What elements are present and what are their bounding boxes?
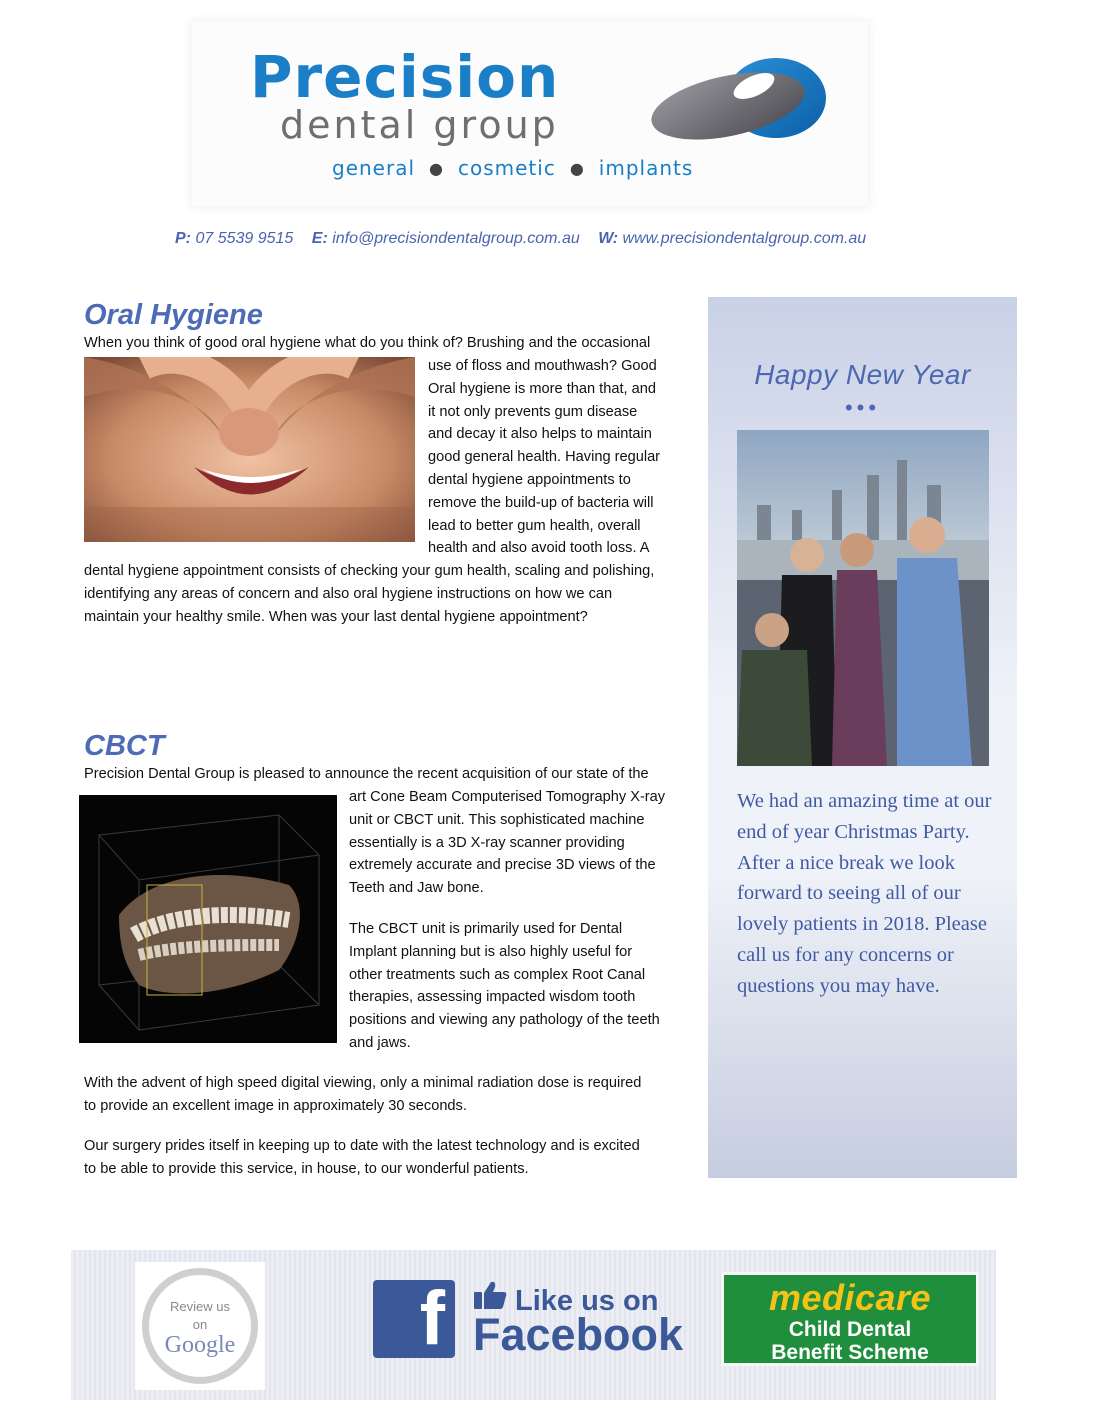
text-line: dental hygiene appointment consists of checking your gum health, scaling and polishing, (84, 563, 655, 579)
phone-label: P: (175, 230, 191, 247)
cbct-heading: CBCT (84, 730, 165, 762)
email-label: E: (311, 230, 328, 247)
text-line: lead to better gum health, overall (428, 517, 641, 534)
text-line: identifying any areas of concern and also oral hygiene instructions on how we can (84, 585, 613, 602)
text-line: Oral hygiene is more than that, and (428, 380, 656, 397)
text-line: therapies, assessing impacted wisdom tooth (349, 989, 636, 1006)
contact-line (175, 230, 866, 248)
google-logo-text: Google (164, 1332, 236, 1358)
cbct-jaw-scan-image (79, 795, 337, 1043)
text-line: it not only prevents gum disease (428, 403, 638, 420)
happy-new-year-heading: Happy New Year (754, 359, 971, 390)
email-link[interactable]: info@precisiondentalgroup.com.au (332, 230, 580, 247)
text-line: and decay it also helps to maintain (428, 426, 652, 443)
text-line: good general health. Having regular (428, 449, 661, 466)
google-review-badge[interactable] (135, 1262, 265, 1390)
text-line: health and also avoid tooth loss. A (428, 540, 650, 557)
google-review-line2: on (192, 1317, 208, 1332)
logo-brand: Precision (250, 43, 560, 111)
website-link[interactable]: www.precisiondentalgroup.com.au (622, 230, 867, 247)
text-line: other treatments such as complex Root Canal (349, 966, 646, 983)
tagline-separator: ● (429, 158, 444, 178)
cbct-text-wrap-2 (349, 918, 679, 1055)
medicare-line2: Child Dental (788, 1318, 912, 1341)
new-year-message: We had an amazing time at our end of year Christmas Party. After a nice break we look forward to seeing all of our lovely patients in 2018. Please call us for any concerns or questions you may have. (737, 790, 992, 997)
facebook-name: Facebook (473, 1309, 684, 1360)
google-review-line1: Review us (170, 1299, 230, 1314)
logo-tagline (332, 156, 693, 180)
text-line: positions and viewing any pathology of the teeth (349, 1012, 660, 1029)
oral-hygiene-text (84, 332, 684, 355)
sidebar-new-year (708, 297, 1017, 1178)
cbct-text-wrap (349, 786, 679, 900)
cbct-paragraph-4 (84, 1135, 684, 1181)
text-line: The CBCT unit is primarily used for Dental (349, 921, 623, 937)
heart-hands-smile-photo (84, 357, 415, 542)
tagline-cosmetic: cosmetic (457, 156, 556, 180)
cbct-paragraph-3 (84, 1072, 684, 1118)
text-line: With the advent of high speed digital viewing, only a minimal radiation dose is required (84, 1075, 642, 1091)
tagline-separator: ● (569, 158, 585, 178)
medicare-logo-text: medicare (768, 1277, 932, 1318)
google-review-ring (142, 1268, 258, 1384)
text-line: Precision Dental Group is pleased to announce the recent acquisition of our state of the (84, 766, 649, 782)
text-line: use of floss and mouthwash? Good (428, 358, 657, 374)
footer-banner (71, 1250, 996, 1400)
logo-subtitle: dental group (280, 103, 559, 147)
text-line: Implant planning but is also highly useful for (349, 943, 633, 960)
text-line: Our surgery prides itself in keeping up to date with the latest technology and is excited (84, 1138, 640, 1154)
text-line: unit or CBCT unit. This sophisticated machine (349, 811, 645, 828)
web-label: W: (598, 230, 619, 247)
medicare-line3: Benefit Scheme (771, 1341, 929, 1364)
text-line: remove the build-up of bacteria will (428, 494, 654, 511)
thumbs-up-icon (473, 1280, 507, 1310)
text-line: maintain your healthy smile. When was your last dental hygiene appointment? (84, 608, 588, 625)
logo (192, 22, 868, 206)
text-line: art Cone Beam Computerised Tomography X-ray (349, 789, 666, 805)
tagline-general: general (332, 156, 416, 180)
text-line: essentially is a 3D X-ray scanner providing (349, 834, 625, 851)
oral-hygiene-text-wrap (428, 355, 688, 560)
medicare-cdbs-badge[interactable] (721, 1272, 979, 1366)
oral-hygiene-text-bottom (84, 560, 684, 628)
text-line: extremely accurate and precise 3D views of the (349, 857, 656, 874)
decorative-dots: ••• (844, 395, 881, 420)
christmas-party-photo (737, 430, 989, 766)
tagline-implants: implants (598, 156, 694, 180)
text-line: to be able to provide this service, in house, to our wonderful patients. (84, 1160, 529, 1177)
logo-mark-icon (648, 56, 828, 146)
facebook-icon: f (373, 1280, 455, 1358)
text-line: to provide an excellent image in approximately 30 seconds. (84, 1097, 467, 1114)
text-line: dental hygiene appointments to (428, 471, 631, 488)
text-line: Teeth and Jaw bone. (349, 880, 484, 897)
facebook-like-text: Like us on (515, 1285, 659, 1317)
oral-hygiene-heading: Oral Hygiene (84, 299, 263, 331)
text-line: When you think of good oral hygiene what do you think of? Brushing and the occasional (84, 335, 651, 351)
phone-number[interactable]: 07 5539 9515 (195, 230, 294, 247)
facebook-like-banner[interactable] (373, 1280, 703, 1360)
text-line: and jaws. (349, 1034, 411, 1051)
cbct-text (84, 763, 684, 786)
